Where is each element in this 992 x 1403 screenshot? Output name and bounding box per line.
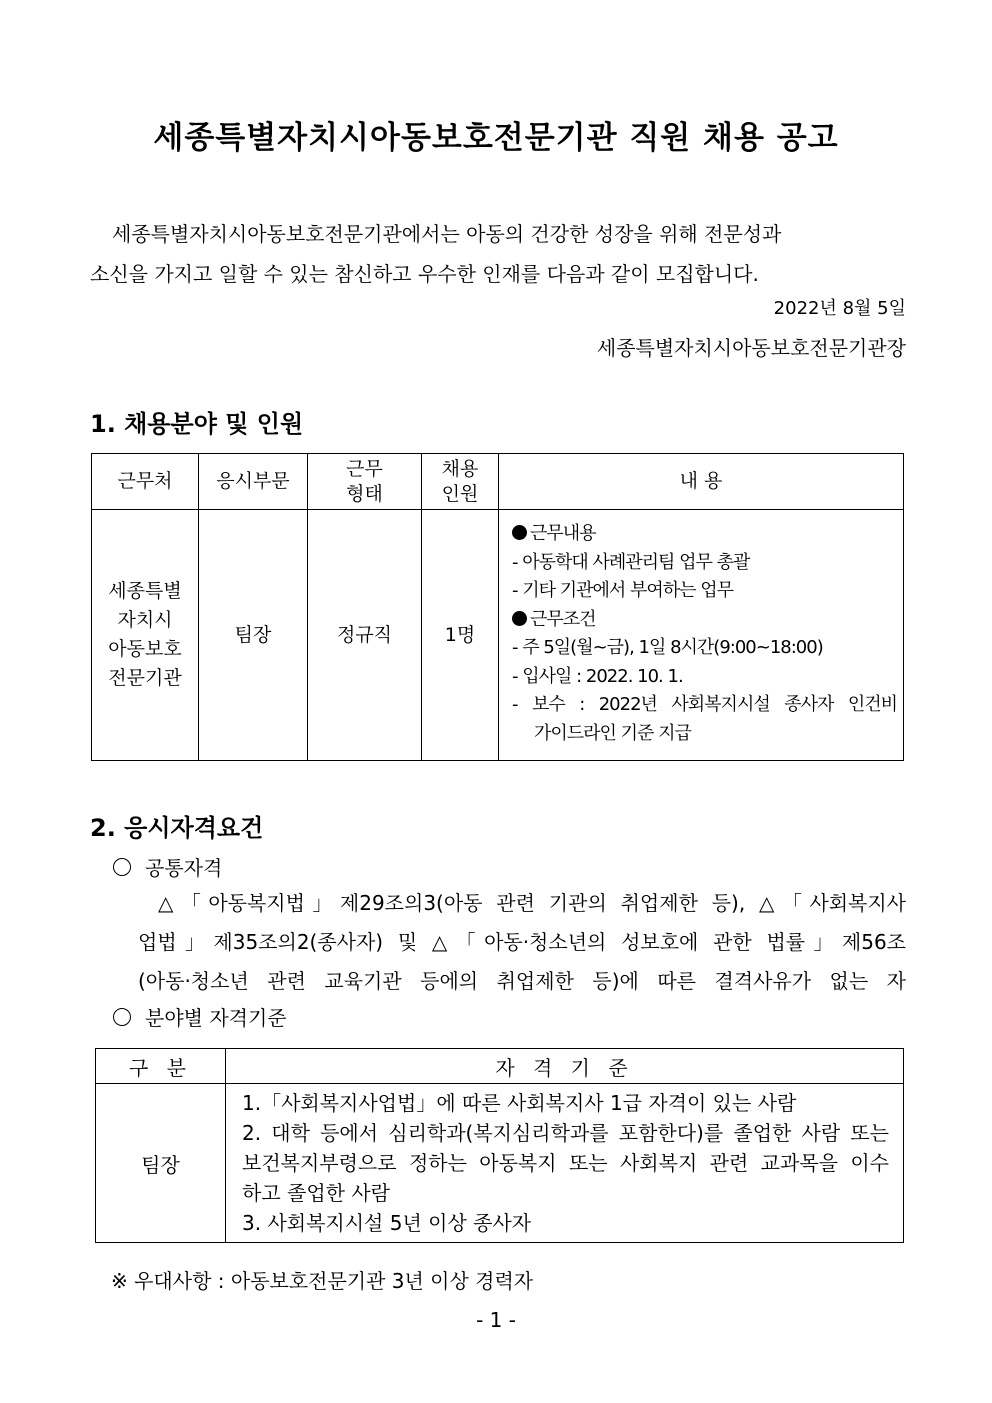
conditions-heading [512,606,897,635]
common-qualification-text [138,884,906,1001]
announcement-date: 2022년 8월 5일 [773,298,906,319]
list-item-continued: 가이드라인 기준 지급 [534,722,691,744]
common-qualification-label [113,852,222,881]
criteria-item: 보건복지부령으로 정하는 아동복지 또는 사회복지 관련 교과목을 이수 [242,1151,889,1175]
text-line: 업법」제35조의2(종사자) 및 △「아동·청소년의 성보호에 관한 법률」제56조 [138,930,906,954]
table-row [96,1084,904,1243]
header-text: 인원 [441,482,479,505]
header-employment-type [308,454,422,510]
list-item: - 기타 기관에서 부여하는 업무 [512,580,734,601]
recruitment-table [91,453,904,761]
header-criteria: 자 격 기 준 [226,1049,904,1084]
header-workplace: 근무처 [92,454,199,510]
list-item: - 입사일 : 2022. 10. 1. [512,665,683,687]
circle-bullet-icon [113,858,131,876]
header-text: 채용 [441,457,479,480]
cell-headcount: 1명 [422,510,499,761]
page-number: - 1 - [476,1308,516,1332]
cell-text: 아동보호 [108,638,182,660]
header-position: 응시부문 [199,454,308,510]
criteria-item: 1.「사회복지사업법」에 따른 사회복지사 1급 자격이 있는 사람 [242,1091,797,1115]
cell-text: 세종특별 [108,580,182,602]
bullet-dot-icon [512,525,527,540]
criteria-item: 2. 대학 등에서 심리학과(복지심리학과를 포함한다)를 졸업한 사람 또는 [242,1121,889,1145]
header-text: 형태 [346,482,383,505]
section-heading-qualifications: 2. 응시자격요건 [90,814,264,842]
issuer: 세종특별자치시아동보호전문기관장 [596,336,906,360]
header-content: 내 용 [499,454,904,510]
circle-bullet-icon [113,1008,131,1026]
list-item: - 아동학대 사례관리팀 업무 총괄 [512,551,750,573]
table-header-row [96,1049,904,1084]
header-category: 구 분 [96,1049,226,1084]
table-row [92,510,904,761]
bullet-dot-icon [512,611,527,626]
duties-heading-text: 근무내용 [530,523,596,544]
cell-position: 팀장 [199,510,308,761]
intro-paragraph [90,214,905,294]
list-item: - 주 5일(월~금), 1일 8시간(9:00~18:00) [512,637,823,658]
duties-heading [512,520,897,549]
label-text: 공통자격 [145,856,223,880]
cell-job-content [499,510,904,761]
text-line: (아동·청소년 관련 교육기관 등에의 취업제한 등)에 따른 결격사유가 없는 자 [138,969,906,993]
header-text: 근무 [346,457,383,480]
cell-text: 자치시 [117,609,173,631]
list-item: - 보수 : 2022년 사회복지시설 종사자 인건비 [512,694,897,715]
header-headcount [422,454,499,510]
preference-note: ※ 우대사항 : 아동보호전문기관 3년 이상 경력자 [111,1269,534,1293]
cell-workplace [92,510,199,761]
text-line: △「아동복지법」제29조의3(아동 관련 기관의 취업제한 등), △「사회복지사 [158,891,906,915]
page-title: 세종특별자치시아동보호전문기관 직원 채용 공고 [153,120,839,156]
criteria-item: 3. 사회복지시설 5년 이상 종사자 [242,1211,532,1235]
intro-line: 소신을 가지고 일할 수 있는 참신하고 우수한 인재를 다음과 같이 모집합니다. [90,262,759,286]
label-text: 분야별 자격기준 [145,1006,287,1030]
conditions-heading-text: 근무조건 [530,608,596,630]
table-header-row [92,454,904,510]
intro-line: 세종특별자치시아동보호전문기관에서는 아동의 건강한 성장을 위해 전문성과 [112,222,782,246]
field-qualification-label [113,1002,287,1031]
cell-text: 전문기관 [108,667,182,689]
cell-category: 팀장 [96,1084,226,1243]
cell-employment-type: 정규직 [308,510,422,761]
criteria-item: 하고 졸업한 사람 [242,1181,390,1205]
cell-criteria [226,1084,904,1243]
qualification-table [95,1048,904,1243]
section-heading-recruitment: 1. 채용분야 및 인원 [90,410,304,438]
